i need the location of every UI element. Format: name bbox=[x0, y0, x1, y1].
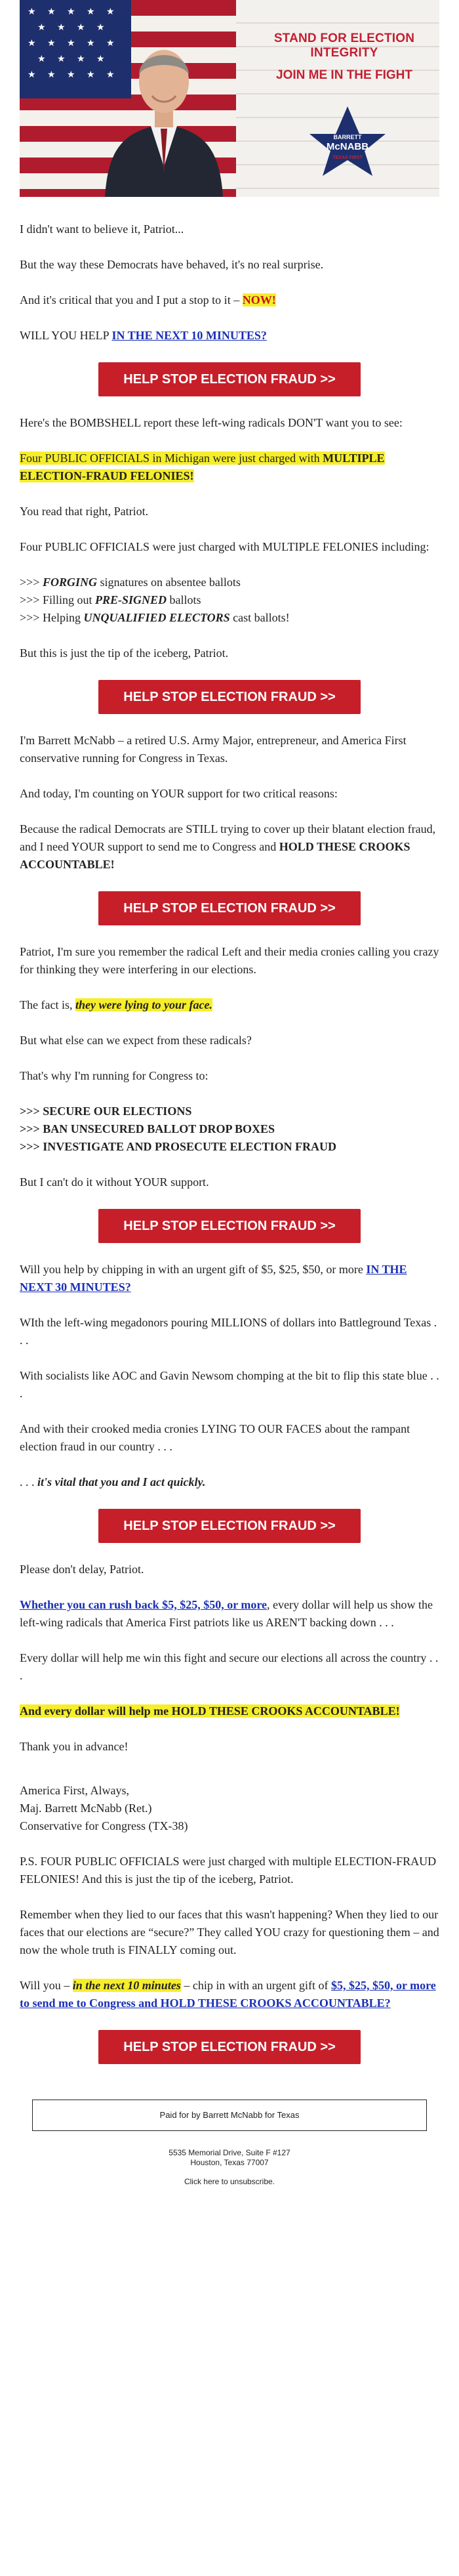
text: ballots bbox=[167, 593, 201, 606]
help-stop-fraud-button-6[interactable]: HELP STOP ELECTION FRAUD >> bbox=[98, 2030, 361, 2064]
list-item bbox=[20, 591, 439, 609]
paragraph: Patriot, I'm sure you remember the radical Left and their media cronies calling you crazy for thinking they were interfering in our elections. bbox=[20, 945, 439, 976]
highlight-emphasis: they were lying to your face. bbox=[75, 998, 212, 1011]
text: The fact is, bbox=[20, 998, 75, 1011]
text: >>> Filling out bbox=[20, 593, 95, 606]
paragraph: But this is just the tip of the iceberg, Patriot. bbox=[20, 646, 229, 660]
paragraph: Four PUBLIC OFFICIALS were just charged with MULTIPLE FELONIES including: bbox=[20, 540, 429, 553]
paragraph bbox=[20, 1596, 439, 1632]
now-highlight: NOW! bbox=[242, 293, 276, 306]
mailing-address bbox=[0, 2148, 459, 2168]
list-item bbox=[20, 609, 439, 627]
address-line-2: Houston, Texas 77007 bbox=[190, 2158, 269, 2167]
text: . . . bbox=[20, 1475, 37, 1489]
paid-for-notice: Paid for by Barrett McNabb for Texas bbox=[32, 2100, 427, 2131]
text: signatures on absentee ballots bbox=[96, 576, 241, 589]
logo-name-text: McNABB bbox=[326, 141, 369, 152]
paragraph: You read that right, Patriot. bbox=[20, 505, 149, 518]
paragraph bbox=[20, 996, 439, 1014]
highlight-bold-text: MULTIPLE ELECTION-FRAUD FELONIES! bbox=[20, 452, 385, 482]
bold-text: HOLD THESE CROOKS ACCOUNTABLE! bbox=[20, 840, 410, 871]
candidate-portrait bbox=[98, 16, 230, 197]
emphasis: UNQUALIFIED ELECTORS bbox=[83, 611, 230, 624]
highlight-emphasis: in the next 10 minutes bbox=[72, 1979, 181, 1992]
paragraph: But I can't do it without YOUR support. bbox=[20, 1175, 209, 1189]
list-item: >>> INVESTIGATE AND PROSECUTE ELECTION FRAUD bbox=[20, 1140, 337, 1153]
paragraph bbox=[20, 1977, 439, 2012]
list-item: >>> BAN UNSECURED BALLOT DROP BOXES bbox=[20, 1122, 275, 1135]
paragraph: Remember when they lied to our faces that this wasn't happening? When they lied to our faces that our elections are “secure?” They called YOU crazy for questioning them – and now the whole truth is FINALLY coming out. bbox=[20, 1908, 439, 1956]
paragraph bbox=[20, 1473, 439, 1491]
logo-top-text: BARRETT bbox=[333, 134, 362, 140]
text: Will you help by chipping in with an urgent gift of $5, $25, $50, or more bbox=[20, 1263, 367, 1276]
emphasis: it's vital that you and I act quickly. bbox=[37, 1475, 206, 1489]
paragraph: Please don't delay, Patriot. bbox=[20, 1563, 144, 1576]
paragraph: I'm Barrett McNabb – a retired U.S. Army Major, entrepreneur, and America First conservative running for Congress in Texas. bbox=[20, 734, 407, 765]
paragraph: That's why I'm running for Congress to: bbox=[20, 1069, 209, 1082]
paragraph: Every dollar will help me win this fight and secure our elections all across the country . . . bbox=[20, 1651, 439, 1682]
campaign-logo bbox=[308, 105, 387, 177]
signature-name: Maj. Barrett McNabb (Ret.) bbox=[20, 1802, 152, 1815]
paragraph bbox=[20, 820, 439, 874]
text: Because the radical Democrats are STILL trying to cover up their blatant election fraud, and I need YOUR support to send me to Congress and bbox=[20, 822, 436, 853]
paragraph: But the way these Democrats have behaved, it's no real surprise. bbox=[20, 258, 324, 271]
mission-list bbox=[20, 1103, 439, 1156]
text: , every dollar will help us show the left-wing radicals that America First patriots like us AREN'T backing down . . . bbox=[20, 1598, 433, 1629]
paragraph bbox=[20, 1702, 439, 1720]
text: – chip in with an urgent gift of bbox=[180, 1979, 331, 1992]
charges-list bbox=[20, 574, 439, 627]
list-item: >>> SECURE OUR ELECTIONS bbox=[20, 1105, 192, 1118]
footer bbox=[0, 2100, 459, 2186]
address-line-1: 5535 Memorial Drive, Suite F #127 bbox=[169, 2148, 290, 2157]
paragraph: P.S. FOUR PUBLIC OFFICIALS were just charged with multiple ELECTION-FRAUD FELONIES! And this is just the tip of the iceberg, Patriot. bbox=[20, 1855, 437, 1886]
help-stop-fraud-button-2[interactable]: HELP STOP ELECTION FRAUD >> bbox=[98, 680, 361, 714]
hero-headline: STAND FOR ELECTION INTEGRITY bbox=[273, 32, 415, 60]
highlight-bold-text: And every dollar will help me HOLD THESE CROOKS ACCOUNTABLE! bbox=[20, 1704, 400, 1718]
hero-subheadline: JOIN ME IN THE FIGHT bbox=[276, 68, 412, 82]
help-stop-fraud-button-1[interactable]: HELP STOP ELECTION FRAUD >> bbox=[98, 362, 361, 396]
signature-block bbox=[20, 1782, 439, 1835]
flag-stars-icon: ★ ★ ★ ★ ★ ★ ★ ★ ★ ★ ★ ★ ★ ★ ★ ★ ★ ★ ★ ★ ★ ★ ★ bbox=[20, 0, 131, 98]
text: >>> bbox=[20, 576, 43, 589]
paragraph: Here's the BOMBSHELL report these left-wing radicals DON'T want you to see: bbox=[20, 416, 403, 429]
signature-line: America First, Always, bbox=[20, 1784, 129, 1797]
text: And it's critical that you and I put a stop to it – bbox=[20, 293, 243, 306]
donate-send-to-congress-link[interactable]: $5, $25, $50, or more to send me to Congress and HOLD THESE CROOKS ACCOUNTABLE? bbox=[20, 1979, 436, 2010]
unsubscribe-link[interactable]: Click here to unsubscribe. bbox=[184, 2177, 275, 2186]
text: >>> Helping bbox=[20, 611, 84, 624]
paragraph bbox=[20, 291, 439, 309]
paragraph: Thank you in advance! bbox=[20, 1740, 129, 1753]
highlight-text: Four PUBLIC OFFICIALS in Michigan were just charged with bbox=[20, 452, 323, 465]
hero-banner bbox=[20, 0, 439, 197]
paragraph: I didn't want to believe it, Patriot... bbox=[20, 222, 184, 236]
donate-link-30-min[interactable]: IN THE NEXT 30 MINUTES? bbox=[20, 1263, 407, 1294]
text: Will you – bbox=[20, 1979, 73, 1992]
help-stop-fraud-button-5[interactable]: HELP STOP ELECTION FRAUD >> bbox=[98, 1509, 361, 1543]
list-item bbox=[20, 574, 439, 591]
signature-title: Conservative for Congress (TX-38) bbox=[20, 1819, 188, 1832]
donate-amount-link[interactable]: Whether you can rush back $5, $25, $50, or more bbox=[20, 1598, 268, 1611]
paragraph: And with their crooked media cronies LYING TO OUR FACES about the rampant election fraud in our country . . . bbox=[20, 1422, 410, 1453]
paragraph bbox=[20, 327, 439, 345]
donate-link-10-min[interactable]: IN THE NEXT 10 MINUTES? bbox=[111, 329, 267, 342]
paragraph: And today, I'm counting on YOUR support for two critical reasons: bbox=[20, 787, 338, 800]
help-stop-fraud-button-4[interactable]: HELP STOP ELECTION FRAUD >> bbox=[98, 1209, 361, 1243]
paragraph bbox=[20, 1261, 439, 1296]
paragraph bbox=[20, 450, 439, 485]
email-body bbox=[20, 221, 439, 2064]
help-stop-fraud-button-3[interactable]: HELP STOP ELECTION FRAUD >> bbox=[98, 891, 361, 925]
paragraph: With socialists like AOC and Gavin Newsom chomping at the bit to flip this state blue . . . bbox=[20, 1369, 439, 1400]
paragraph: But what else can we expect from these radicals? bbox=[20, 1034, 252, 1047]
text: WILL YOU HELP bbox=[20, 329, 112, 342]
text: cast ballots! bbox=[230, 611, 290, 624]
emphasis: FORGING bbox=[42, 576, 97, 589]
paragraph: WIth the left-wing megadonors pouring MILLIONS of dollars into Battleground Texas . . . bbox=[20, 1316, 437, 1347]
emphasis: PRE-SIGNED bbox=[94, 593, 167, 606]
logo-tag-text: TEXAS FIRST bbox=[332, 156, 363, 160]
